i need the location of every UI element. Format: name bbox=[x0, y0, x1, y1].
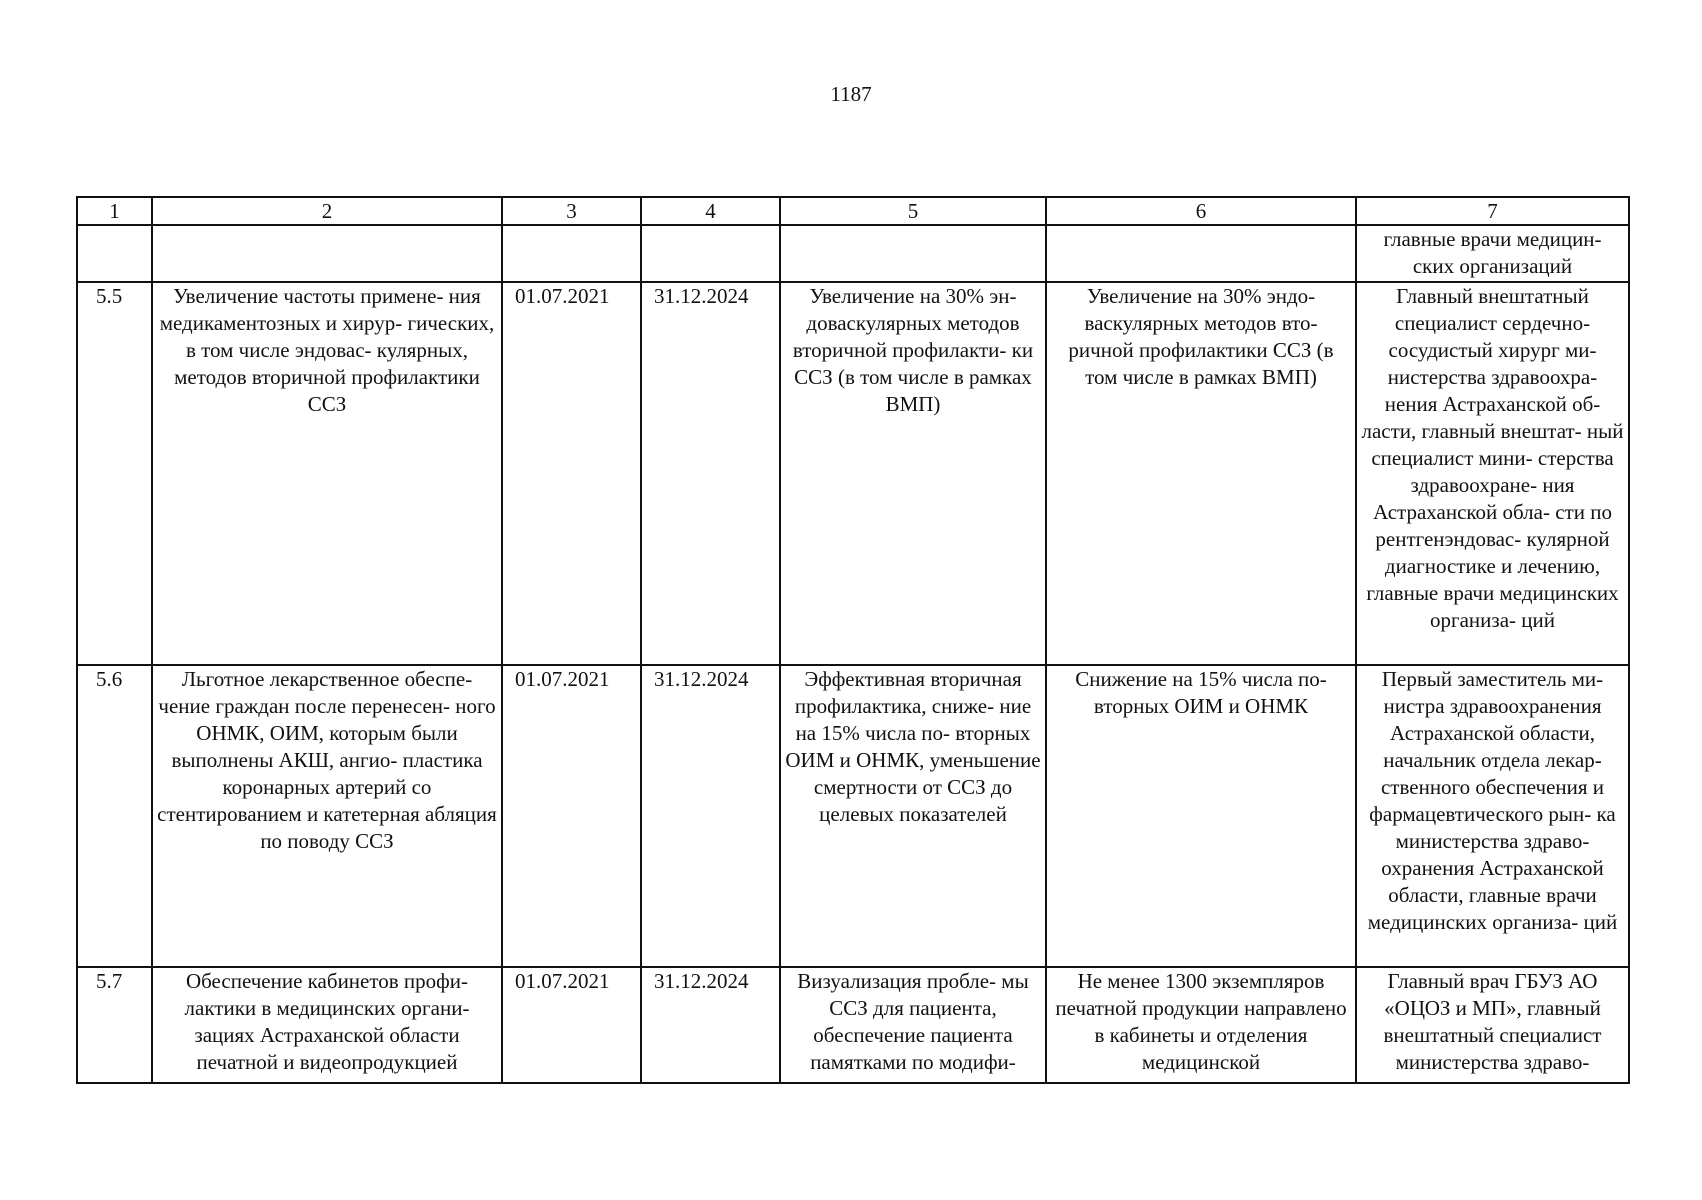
responsible-cell: Главный врач ГБУЗ АО «ОЦОЗ и МП», главный внештатный специалист министерства здраво- bbox=[1356, 967, 1629, 1083]
measure-name-cell: Увеличение частоты примене- ния медикаментозных и хирур- гических, в том числе эндовас- кулярных, методов вторичной профилактики ССЗ bbox=[152, 282, 502, 665]
responsible-cell: главные врачи медицин- ских организаций bbox=[1356, 225, 1629, 282]
row-number-cell: 5.6 bbox=[77, 665, 152, 967]
indicator-cell: Не менее 1300 экземпляров печатной продукции направлено в кабинеты и отделения медицинской bbox=[1046, 967, 1356, 1083]
indicator-cell: Снижение на 15% числа по- вторных ОИМ и ОНМК bbox=[1046, 665, 1356, 967]
start-date-cell: 01.07.2021 bbox=[502, 967, 641, 1083]
expected-result-cell: Визуализация пробле- мы ССЗ для пациента, обеспечение пациента памятками по модифи- bbox=[780, 967, 1046, 1083]
expected-result-cell: Увеличение на 30% эн- доваскулярных методов вторичной профилакти- ки ССЗ (в том числе в рамках ВМП) bbox=[780, 282, 1046, 665]
table-row bbox=[77, 225, 1629, 282]
table-row bbox=[77, 665, 1629, 967]
start-date-cell: 01.07.2021 bbox=[502, 665, 641, 967]
column-number-row bbox=[77, 197, 1629, 225]
column-number: 2 bbox=[152, 197, 502, 225]
table-row bbox=[77, 967, 1629, 1083]
table-row bbox=[77, 282, 1629, 665]
responsible-cell: Главный внештатный специалист сердечно- сосудистый хирург ми- нистерства здравоохра- нения Астраханской об- ласти, главный внештат- ный специалист мини- стерства здравоохране- ния Астраханской обла- сти по рентгенэндоваc- кулярной диагностике и лечению, главные врачи медицинских организа- ций bbox=[1356, 282, 1629, 665]
expected-result-cell: Эффективная вторичная профилактика, сниже- ние на 15% числа по- вторных ОИМ и ОНМК, уменьшение смертности от ССЗ до целевых показателей bbox=[780, 665, 1046, 967]
measure-name-cell: Льготное лекарственное обеспе- чение граждан после перенесен- ного ОНМК, ОИМ, которым были выполнены АКШ, ангио- пластика коронарных артерий со стентированием и катетерная абляция по поводу ССЗ bbox=[152, 665, 502, 967]
expected-result-cell bbox=[780, 225, 1046, 282]
row-number-cell: 5.5 bbox=[77, 282, 152, 665]
end-date-cell: 31.12.2024 bbox=[641, 282, 780, 665]
column-number: 5 bbox=[780, 197, 1046, 225]
indicator-cell: Увеличение на 30% эндо- васкулярных методов вто- ричной профилактики ССЗ (в том числе в рамках ВМП) bbox=[1046, 282, 1356, 665]
end-date-cell: 31.12.2024 bbox=[641, 665, 780, 967]
end-date-cell: 31.12.2024 bbox=[641, 967, 780, 1083]
measure-name-cell: Обеспечение кабинетов профи- лактики в медицинских органи- зациях Астраханской области печатной и видеопродукцией bbox=[152, 967, 502, 1083]
row-number-cell bbox=[77, 225, 152, 282]
start-date-cell: 01.07.2021 bbox=[502, 282, 641, 665]
column-number: 7 bbox=[1356, 197, 1629, 225]
row-number-cell: 5.7 bbox=[77, 967, 152, 1083]
column-number: 4 bbox=[641, 197, 780, 225]
column-number: 3 bbox=[502, 197, 641, 225]
column-number: 6 bbox=[1046, 197, 1356, 225]
responsible-cell: Первый заместитель ми- нистра здравоохранения Астраханской области, начальник отдела лекар- ственного обеспечения и фармацевтического рын- ка министерства здраво- охранения Астраханской области, главные врачи медицинских организа- ций bbox=[1356, 665, 1629, 967]
column-number: 1 bbox=[77, 197, 152, 225]
page-number: 1187 bbox=[830, 82, 872, 106]
measure-name-cell bbox=[152, 225, 502, 282]
start-date-cell bbox=[502, 225, 641, 282]
end-date-cell bbox=[641, 225, 780, 282]
indicator-cell bbox=[1046, 225, 1356, 282]
measures-table bbox=[76, 196, 1630, 1084]
